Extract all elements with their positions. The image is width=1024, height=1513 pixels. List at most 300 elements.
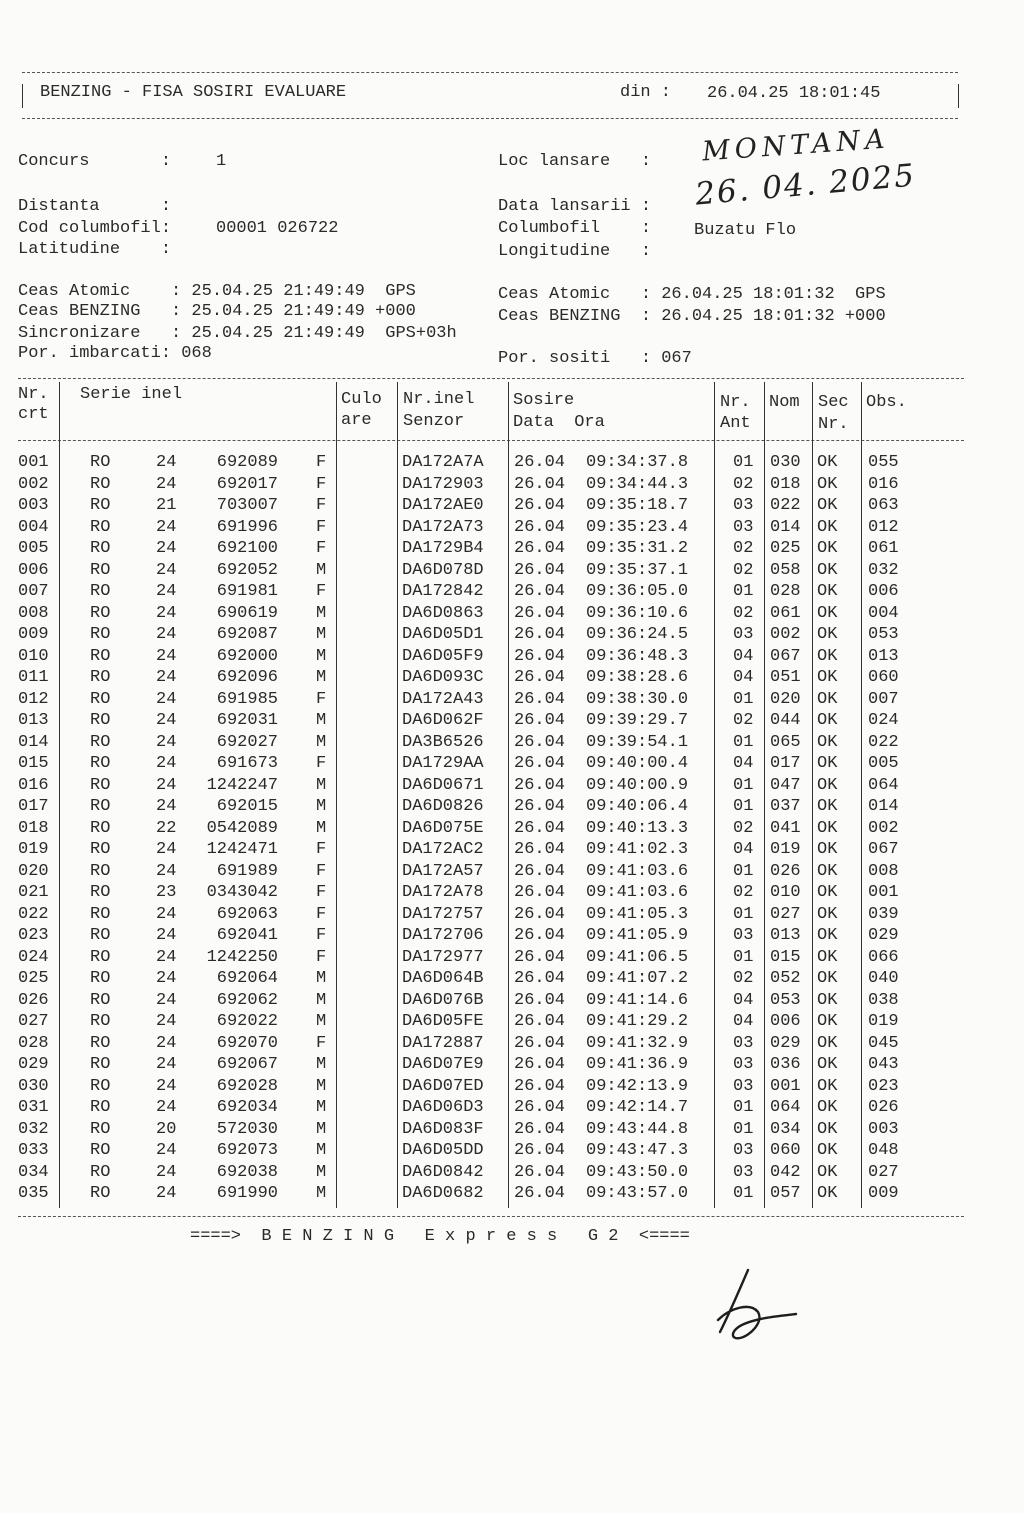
cell-nom: 057 <box>770 1184 801 1203</box>
cell-antenna: 02 <box>733 818 754 838</box>
cell-sex: M <box>316 1012 327 1031</box>
cell-nom: 014 <box>770 517 801 537</box>
cell-sex: F <box>316 496 327 515</box>
sincronizare-line: Sincronizare : 25.04.25 21:49:49 GPS+03h <box>18 324 457 343</box>
cell-sec: OK <box>817 926 838 945</box>
cell-sec: OK <box>817 947 838 967</box>
cell-country: RO <box>90 775 111 795</box>
table-row <box>0 904 1024 925</box>
cell-antenna: 01 <box>733 582 754 601</box>
cell-nr-crt: 009 <box>18 625 49 644</box>
cell-obs: 001 <box>868 883 899 902</box>
cell-arrival-time: 09:40:00.9 <box>586 775 689 795</box>
porumbei-sositi: Por. sositi : 067 <box>498 349 692 368</box>
cell-sex: M <box>316 797 327 816</box>
cell-arrival-date: 26.04 <box>514 1141 566 1160</box>
cell-obs: 014 <box>868 797 899 816</box>
cell-antenna: 03 <box>733 1076 754 1096</box>
cell-arrival-time: 09:41:05.3 <box>586 904 689 924</box>
cell-country: RO <box>90 711 111 730</box>
cell-arrival-time: 09:43:50.0 <box>586 1162 689 1182</box>
cell-obs: 019 <box>868 1012 899 1031</box>
cell-nr-crt: 035 <box>18 1184 49 1203</box>
table-row <box>0 1011 1024 1032</box>
cell-nr-crt: 002 <box>18 474 49 494</box>
cell-nom: 041 <box>770 818 801 838</box>
cell-nom: 029 <box>770 1033 801 1053</box>
cell-ring-number: 1242250 <box>206 947 278 967</box>
cell-ring-number: 692034 <box>216 1098 278 1117</box>
cell-sex: M <box>316 818 327 838</box>
table-row <box>0 796 1024 817</box>
cell-sensor-ring: DA6D0863 <box>402 603 484 623</box>
cell-country: RO <box>90 1076 111 1096</box>
cell-sex: M <box>316 711 327 730</box>
cell-ring-number: 691981 <box>216 582 278 601</box>
columbofil-label: Columbofil : <box>498 219 652 238</box>
cell-sensor-ring: DA172903 <box>402 474 484 494</box>
cell-antenna: 01 <box>733 775 754 795</box>
cell-year: 24 <box>156 732 177 752</box>
cell-nr-crt: 005 <box>18 539 49 558</box>
cell-country: RO <box>90 947 111 967</box>
cell-nom: 022 <box>770 496 801 515</box>
cell-country: RO <box>90 861 111 881</box>
concurs-label: Concurs : <box>18 152 172 171</box>
cell-nom: 002 <box>770 625 801 644</box>
cell-arrival-date: 26.04 <box>514 883 566 902</box>
cell-antenna: 03 <box>733 1141 754 1160</box>
cell-ring-number: 692087 <box>216 625 278 644</box>
cell-arrival-time: 09:41:29.2 <box>586 1012 689 1031</box>
cell-nr-crt: 011 <box>18 668 49 687</box>
cell-year: 24 <box>156 840 177 859</box>
ceas-benzing-left: Ceas BENZING : 25.04.25 21:49:49 +000 <box>18 302 416 321</box>
cell-sec: OK <box>817 603 838 623</box>
cell-year: 21 <box>156 496 177 515</box>
cell-sex: M <box>316 775 327 795</box>
cell-arrival-time: 09:41:06.5 <box>586 947 689 967</box>
cell-arrival-date: 26.04 <box>514 560 566 580</box>
cell-sec: OK <box>817 496 838 515</box>
table-row <box>0 925 1024 946</box>
cell-nr-crt: 032 <box>18 1119 49 1139</box>
cell-sex: F <box>316 1033 327 1053</box>
cell-antenna: 02 <box>733 560 754 580</box>
table-top-rule <box>18 378 964 379</box>
cell-nr-crt: 019 <box>18 840 49 859</box>
cell-sec: OK <box>817 517 838 537</box>
cell-sensor-ring: DA6D06D3 <box>402 1098 484 1117</box>
cell-nom: 010 <box>770 883 801 902</box>
cell-sec: OK <box>817 1162 838 1182</box>
title-right-bar <box>958 84 959 108</box>
cell-year: 24 <box>156 689 177 709</box>
cell-arrival-time: 09:40:00.4 <box>586 754 689 773</box>
cell-ring-number: 690619 <box>216 603 278 623</box>
cell-arrival-time: 09:41:32.9 <box>586 1033 689 1053</box>
cell-antenna: 03 <box>733 1033 754 1053</box>
cell-nr-crt: 014 <box>18 732 49 752</box>
cell-arrival-date: 26.04 <box>514 668 566 687</box>
cell-year: 24 <box>156 517 177 537</box>
cell-arrival-time: 09:41:14.6 <box>586 990 689 1010</box>
cell-ring-number: 692038 <box>216 1162 278 1182</box>
cell-country: RO <box>90 560 111 580</box>
cell-year: 24 <box>156 625 177 644</box>
cell-nr-crt: 004 <box>18 517 49 537</box>
cell-sensor-ring: DA6D0671 <box>402 775 484 795</box>
cell-nom: 044 <box>770 711 801 730</box>
cell-nom: 067 <box>770 646 801 666</box>
cell-arrival-date: 26.04 <box>514 840 566 859</box>
cell-nom: 030 <box>770 453 801 472</box>
cell-arrival-time: 09:34:44.3 <box>586 474 689 494</box>
table-row <box>0 882 1024 903</box>
cell-year: 24 <box>156 990 177 1010</box>
cell-sec: OK <box>817 539 838 558</box>
cell-antenna: 02 <box>733 711 754 730</box>
cell-sensor-ring: DA6D062F <box>402 711 484 730</box>
cell-ring-number: 692031 <box>216 711 278 730</box>
cod-columbofil-label: Cod columbofil: <box>18 219 172 238</box>
cell-nr-crt: 028 <box>18 1033 49 1053</box>
cell-country: RO <box>90 517 111 537</box>
cell-country: RO <box>90 1012 111 1031</box>
cell-nom: 061 <box>770 603 801 623</box>
cell-sec: OK <box>817 732 838 752</box>
cell-sex: M <box>316 1162 327 1182</box>
cell-arrival-date: 26.04 <box>514 904 566 924</box>
cell-nom: 017 <box>770 754 801 773</box>
report-datetime: 26.04.25 18:01:45 <box>707 84 881 103</box>
cell-sensor-ring: DA172A73 <box>402 517 484 537</box>
cell-year: 24 <box>156 1141 177 1160</box>
cell-sex: F <box>316 861 327 881</box>
cell-country: RO <box>90 1055 111 1074</box>
cell-nom: 028 <box>770 582 801 601</box>
cell-country: RO <box>90 1141 111 1160</box>
cell-antenna: 01 <box>733 732 754 752</box>
cell-year: 23 <box>156 883 177 902</box>
cell-sex: M <box>316 1098 327 1117</box>
cell-nom: 006 <box>770 1012 801 1031</box>
cell-sec: OK <box>817 560 838 580</box>
cell-sex: M <box>316 1119 327 1139</box>
cell-arrival-date: 26.04 <box>514 990 566 1010</box>
cell-sensor-ring: DA6D0682 <box>402 1184 484 1203</box>
cell-antenna: 01 <box>733 1119 754 1139</box>
cell-nom: 053 <box>770 990 801 1010</box>
cell-nom: 001 <box>770 1076 801 1096</box>
cell-arrival-date: 26.04 <box>514 1033 566 1053</box>
cell-obs: 043 <box>868 1055 899 1074</box>
cell-arrival-time: 09:36:05.0 <box>586 582 689 601</box>
cell-sex: F <box>316 474 327 494</box>
cell-ring-number: 0343042 <box>206 883 278 902</box>
cell-obs: 045 <box>868 1033 899 1053</box>
cell-sex: M <box>316 1184 327 1203</box>
cell-sec: OK <box>817 453 838 472</box>
cell-sensor-ring: DA172A43 <box>402 689 484 709</box>
cell-ring-number: 692096 <box>216 668 278 687</box>
table-row <box>0 538 1024 559</box>
cell-arrival-date: 26.04 <box>514 818 566 838</box>
header-senzor: Senzor <box>403 412 465 431</box>
title-top-rule <box>22 72 958 73</box>
cell-antenna: 03 <box>733 1055 754 1074</box>
cell-nr-crt: 013 <box>18 711 49 730</box>
cell-arrival-time: 09:35:18.7 <box>586 496 689 515</box>
cell-nr-crt: 008 <box>18 603 49 623</box>
table-row <box>0 1183 1024 1204</box>
cell-antenna: 02 <box>733 603 754 623</box>
cell-year: 24 <box>156 969 177 988</box>
data-lansarii-label: Data lansarii : <box>498 197 652 216</box>
cell-nom: 051 <box>770 668 801 687</box>
cell-nom: 060 <box>770 1141 801 1160</box>
cell-obs: 008 <box>868 861 899 881</box>
cell-sensor-ring: DA6D093C <box>402 668 484 687</box>
cell-sec: OK <box>817 625 838 644</box>
cell-arrival-time: 09:35:23.4 <box>586 517 689 537</box>
table-row <box>0 1033 1024 1054</box>
cell-antenna: 01 <box>733 1184 754 1203</box>
header-nr-ant: Nr. <box>720 393 751 412</box>
cell-nom: 036 <box>770 1055 801 1074</box>
table-row <box>0 818 1024 839</box>
cell-sec: OK <box>817 861 838 881</box>
loc-lansare-label: Loc lansare : <box>498 152 652 171</box>
cell-year: 24 <box>156 947 177 967</box>
cell-ring-number: 691990 <box>216 1184 278 1203</box>
cell-arrival-time: 09:40:13.3 <box>586 818 689 838</box>
cell-nom: 013 <box>770 926 801 945</box>
cell-nom: 037 <box>770 797 801 816</box>
cell-year: 24 <box>156 1098 177 1117</box>
cell-arrival-date: 26.04 <box>514 539 566 558</box>
cell-nr-crt: 022 <box>18 904 49 924</box>
cell-ring-number: 692015 <box>216 797 278 816</box>
cell-country: RO <box>90 797 111 816</box>
cell-country: RO <box>90 969 111 988</box>
cell-antenna: 01 <box>733 797 754 816</box>
cell-obs: 048 <box>868 1141 899 1160</box>
cell-arrival-date: 26.04 <box>514 1184 566 1203</box>
cell-sensor-ring: DA172842 <box>402 582 484 601</box>
cell-sex: M <box>316 560 327 580</box>
cell-sensor-ring: DA172757 <box>402 904 484 924</box>
cell-obs: 007 <box>868 689 899 709</box>
cell-sensor-ring: DA6D076B <box>402 990 484 1010</box>
cell-sensor-ring: DA172AE0 <box>402 496 484 515</box>
cell-ring-number: 692067 <box>216 1055 278 1074</box>
cell-sex: F <box>316 517 327 537</box>
cell-nr-crt: 021 <box>18 883 49 902</box>
cell-sec: OK <box>817 883 838 902</box>
cell-arrival-date: 26.04 <box>514 775 566 795</box>
cell-arrival-date: 26.04 <box>514 646 566 666</box>
header-are: are <box>341 411 372 430</box>
cell-antenna: 03 <box>733 496 754 515</box>
cell-ring-number: 692089 <box>216 453 278 472</box>
cell-nr-crt: 020 <box>18 861 49 881</box>
cell-sensor-ring: DA1729B4 <box>402 539 484 558</box>
cell-sec: OK <box>817 689 838 709</box>
cell-obs: 066 <box>868 947 899 967</box>
cell-country: RO <box>90 474 111 494</box>
cell-nom: 065 <box>770 732 801 752</box>
cell-antenna: 02 <box>733 539 754 558</box>
cell-arrival-time: 09:39:54.1 <box>586 732 689 752</box>
cell-sex: F <box>316 904 327 924</box>
cell-obs: 016 <box>868 474 899 494</box>
cell-sex: M <box>316 603 327 623</box>
cell-sex: M <box>316 646 327 666</box>
cell-arrival-time: 09:41:03.6 <box>586 861 689 881</box>
cell-nom: 027 <box>770 904 801 924</box>
cell-nom: 052 <box>770 969 801 988</box>
cell-year: 24 <box>156 711 177 730</box>
cell-sex: F <box>316 926 327 945</box>
cell-ring-number: 692073 <box>216 1141 278 1160</box>
cell-nr-crt: 018 <box>18 818 49 838</box>
ceas-atomic-right: Ceas Atomic : 26.04.25 18:01:32 GPS <box>498 285 886 304</box>
cell-nr-crt: 030 <box>18 1076 49 1096</box>
table-row <box>0 1119 1024 1140</box>
header-data-ora: Data Ora <box>513 413 605 432</box>
cell-sensor-ring: DA6D064B <box>402 969 484 988</box>
cell-nom: 020 <box>770 689 801 709</box>
cell-sensor-ring: DA6D05DD <box>402 1141 484 1160</box>
cell-arrival-time: 09:34:37.8 <box>586 453 689 472</box>
table-row <box>0 1162 1024 1183</box>
cell-arrival-time: 09:42:14.7 <box>586 1098 689 1117</box>
cell-obs: 006 <box>868 582 899 601</box>
cell-sex: F <box>316 947 327 967</box>
ceas-atomic-left: Ceas Atomic : 25.04.25 21:49:49 GPS <box>18 282 416 301</box>
cell-sex: F <box>316 689 327 709</box>
cell-year: 24 <box>156 582 177 601</box>
cell-nr-crt: 003 <box>18 496 49 515</box>
cell-obs: 040 <box>868 969 899 988</box>
cell-year: 24 <box>156 1033 177 1053</box>
cell-country: RO <box>90 453 111 472</box>
table-row <box>0 452 1024 473</box>
cell-nr-crt: 016 <box>18 775 49 795</box>
cell-nr-crt: 010 <box>18 646 49 666</box>
data-lansarii-handwritten: 26. 04. 2025 <box>693 157 918 213</box>
cell-nom: 058 <box>770 560 801 580</box>
cell-arrival-date: 26.04 <box>514 861 566 881</box>
table-row <box>0 710 1024 731</box>
cell-sex: M <box>316 668 327 687</box>
cell-arrival-date: 26.04 <box>514 1119 566 1139</box>
cell-sensor-ring: DA3B6526 <box>402 732 484 752</box>
cell-arrival-date: 26.04 <box>514 797 566 816</box>
cell-year: 20 <box>156 1119 177 1139</box>
cell-nr-crt: 001 <box>18 453 49 472</box>
cell-arrival-time: 09:38:28.6 <box>586 668 689 687</box>
cell-sensor-ring: DA172A7A <box>402 453 484 472</box>
cell-country: RO <box>90 1119 111 1139</box>
cell-country: RO <box>90 582 111 601</box>
cell-year: 24 <box>156 797 177 816</box>
cell-nom: 047 <box>770 775 801 795</box>
table-row <box>0 947 1024 968</box>
cell-arrival-date: 26.04 <box>514 474 566 494</box>
cell-year: 24 <box>156 560 177 580</box>
table-header-rule <box>18 440 964 441</box>
header-ant: Ant <box>720 414 751 433</box>
cell-sec: OK <box>817 1098 838 1117</box>
cell-obs: 004 <box>868 603 899 623</box>
cell-obs: 022 <box>868 732 899 752</box>
header-sec-nr: Nr. <box>818 415 849 434</box>
concurs-value: 1 <box>216 152 227 171</box>
cell-sec: OK <box>817 711 838 730</box>
cell-year: 24 <box>156 1012 177 1031</box>
cell-nr-crt: 033 <box>18 1141 49 1160</box>
cell-obs: 003 <box>868 1119 899 1139</box>
table-row <box>0 1054 1024 1075</box>
cell-nr-crt: 024 <box>18 947 49 967</box>
cell-country: RO <box>90 732 111 752</box>
cell-sensor-ring: DA6D083F <box>402 1119 484 1139</box>
cell-nr-crt: 017 <box>18 797 49 816</box>
cell-nr-crt: 026 <box>18 990 49 1010</box>
cell-sensor-ring: DA1729AA <box>402 754 484 773</box>
table-row <box>0 968 1024 989</box>
cell-year: 24 <box>156 775 177 795</box>
cell-obs: 009 <box>868 1184 899 1203</box>
latitudine-label: Latitudine : <box>18 240 172 259</box>
cell-obs: 067 <box>868 840 899 859</box>
cell-sec: OK <box>817 754 838 773</box>
cell-sex: F <box>316 539 327 558</box>
title-left-bar <box>22 84 23 108</box>
cell-country: RO <box>90 818 111 838</box>
cell-ring-number: 692000 <box>216 646 278 666</box>
cell-ring-number: 692063 <box>216 904 278 924</box>
cell-arrival-time: 09:41:03.6 <box>586 883 689 902</box>
table-row <box>0 1140 1024 1161</box>
header-culo: Culo <box>341 390 382 409</box>
cell-nom: 042 <box>770 1162 801 1182</box>
cell-arrival-time: 09:41:05.9 <box>586 926 689 945</box>
cell-obs: 012 <box>868 517 899 537</box>
cell-antenna: 02 <box>733 883 754 902</box>
cell-sec: OK <box>817 1033 838 1053</box>
cell-sec: OK <box>817 1184 838 1203</box>
porumbei-imbarcati: Por. imbarcati: 068 <box>18 344 212 363</box>
cell-sex: M <box>316 625 327 644</box>
cell-sec: OK <box>817 1076 838 1096</box>
cell-arrival-date: 26.04 <box>514 1098 566 1117</box>
cell-obs: 060 <box>868 668 899 687</box>
cell-nom: 025 <box>770 539 801 558</box>
din-label: din : <box>620 83 672 102</box>
cell-nr-crt: 015 <box>18 754 49 773</box>
table-row <box>0 1097 1024 1118</box>
cell-sex: M <box>316 1141 327 1160</box>
cell-arrival-date: 26.04 <box>514 926 566 945</box>
cell-antenna: 04 <box>733 754 754 773</box>
cell-country: RO <box>90 1184 111 1203</box>
cell-country: RO <box>90 926 111 945</box>
cell-arrival-time: 09:41:36.9 <box>586 1055 689 1074</box>
cell-country: RO <box>90 646 111 666</box>
